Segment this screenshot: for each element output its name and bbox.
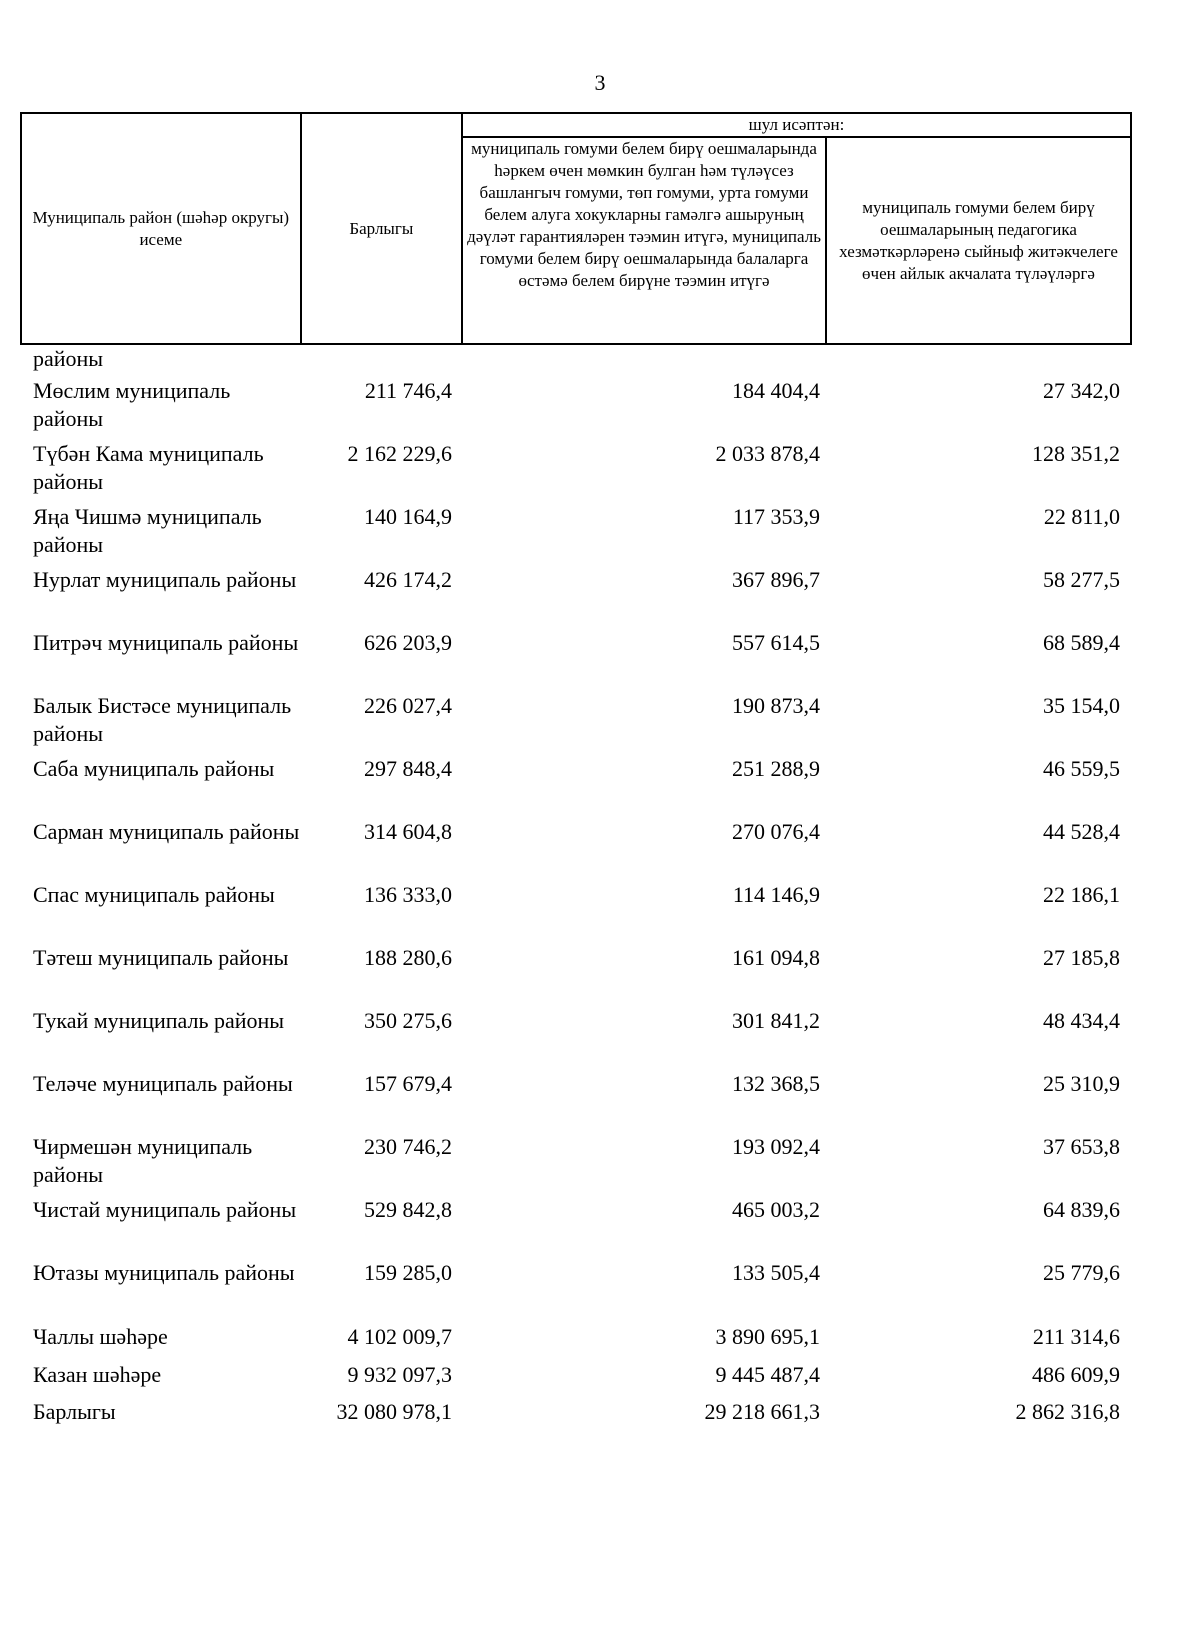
header-group: шул исәптән: <box>462 113 1131 137</box>
table-row <box>0 755 1200 818</box>
page-number: 3 <box>594 70 606 95</box>
header-sub-column-1: муниципаль гомуми белем бирү оешмаларында һәркем өчен мөмкин булган һәм түләүсез башлангыч гомуми, төп гомуми, урта гомуми белем алуга хокукларны гамәлгә ашыруның дәүләт гарантияләрен тәэмин итүгә, муниципаль гомуми белем бирү оешмаларында балаларга өстәмә белем бирүне тәэмин итүгә <box>462 137 826 344</box>
row-total: 2 162 229,6 <box>347 441 452 466</box>
row-value-2: 486 609,9 <box>1032 1361 1120 1387</box>
table-row <box>0 1007 1200 1070</box>
row-value-1: 301 841,2 <box>732 1008 820 1033</box>
table-row <box>0 629 1200 692</box>
row-name: Нурлат муниципаль районы <box>33 567 297 592</box>
table-row <box>0 440 1200 503</box>
row-name: Балык Бистәсе муниципаль районы <box>33 693 292 746</box>
row-value-1: 114 146,9 <box>732 882 820 907</box>
row-value-2: 25 310,9 <box>1043 1071 1120 1096</box>
row-total: 226 027,4 <box>364 693 452 718</box>
table-row <box>0 377 1200 440</box>
row-name: Яңа Чишмә муниципаль районы <box>33 504 262 557</box>
row-value-1: 9 445 487,4 <box>715 1361 820 1387</box>
row-value-1: 3 890 695,1 <box>715 1324 820 1349</box>
row-total: 136 333,0 <box>364 882 452 907</box>
row-name: Тәтеш муниципаль районы <box>33 945 289 970</box>
row-value-1: 251 288,9 <box>732 756 820 781</box>
row-value-1: 367 896,7 <box>732 567 820 592</box>
table-row <box>0 1398 1200 1436</box>
row-name: Спас муниципаль районы <box>33 882 275 907</box>
row-name: Теләче муниципаль районы <box>33 1071 293 1096</box>
row-value-1: 190 873,4 <box>732 693 820 718</box>
row-name: Чистай муниципаль районы <box>33 1197 297 1222</box>
row-total: 157 679,4 <box>364 1071 452 1096</box>
row-name: Казан шәһәре <box>33 1361 162 1387</box>
table-row <box>0 1259 1200 1322</box>
row-name: Ютазы муниципаль районы <box>33 1260 295 1285</box>
row-total: 4 102 009,7 <box>347 1324 452 1349</box>
row-value-2: 46 559,5 <box>1043 756 1120 781</box>
row-value-2: 2 862 316,8 <box>1015 1399 1120 1424</box>
row-value-1: 465 003,2 <box>732 1197 820 1222</box>
row-value-2: 22 811,0 <box>1043 504 1120 529</box>
table-row <box>0 1070 1200 1133</box>
row-total: 297 848,4 <box>364 756 452 781</box>
table-row <box>0 503 1200 566</box>
row-value-2: 211 314,6 <box>1032 1324 1120 1349</box>
row-total: 32 080 978,1 <box>336 1399 452 1424</box>
table-row <box>0 1196 1200 1259</box>
row-value-2: 27 185,8 <box>1043 945 1120 970</box>
header-name-column: Муниципаль район (шәһәр округы) исеме <box>21 113 301 344</box>
row-value-1: 557 614,5 <box>732 630 820 655</box>
row-name: Питрәч муниципаль районы <box>33 630 299 655</box>
row-value-1: 133 505,4 <box>732 1260 820 1285</box>
row-total: 626 203,9 <box>364 630 452 655</box>
row-value-2: 58 277,5 <box>1043 567 1120 592</box>
row-value-2: 25 779,6 <box>1043 1260 1120 1285</box>
row-name: Чаллы шәһәре <box>33 1324 168 1349</box>
row-name: Сарман муниципаль районы <box>33 819 300 844</box>
table-row <box>0 566 1200 629</box>
row-value-2: 44 528,4 <box>1043 819 1120 844</box>
table-row <box>0 944 1200 1007</box>
row-total: 211 746,4 <box>364 378 452 403</box>
row-total: 314 604,8 <box>364 819 452 844</box>
table-summary <box>0 1323 1200 1436</box>
row-total: 350 275,6 <box>364 1008 452 1033</box>
row-value-1: 270 076,4 <box>732 819 820 844</box>
row-value-2: 27 342,0 <box>1043 378 1120 403</box>
continuation-text: районы <box>33 346 104 371</box>
row-total: 9 932 097,3 <box>347 1361 452 1387</box>
table-row <box>0 881 1200 944</box>
table-header <box>20 112 1132 345</box>
row-name: Барлыгы <box>33 1399 116 1424</box>
row-value-1: 132 368,5 <box>732 1071 820 1096</box>
row-value-2: 128 351,2 <box>1032 441 1120 466</box>
row-total: 230 746,2 <box>364 1134 452 1159</box>
row-name: Мөслим муниципаль районы <box>33 378 231 431</box>
row-total: 140 164,9 <box>364 504 452 529</box>
row-total: 529 842,8 <box>364 1197 452 1222</box>
row-name: Чирмешән муниципаль районы <box>33 1134 253 1187</box>
row-value-1: 161 094,8 <box>732 945 820 970</box>
row-value-2: 48 434,4 <box>1043 1008 1120 1033</box>
row-value-1: 2 033 878,4 <box>715 441 820 466</box>
row-value-1: 117 353,9 <box>732 504 820 529</box>
row-value-2: 64 839,6 <box>1043 1197 1120 1222</box>
row-value-1: 184 404,4 <box>732 378 820 403</box>
header-total-column: Барлыгы <box>301 113 462 344</box>
header-sub-column-2: муниципаль гомуми белем бирү оешмаларының педагогика хезмәткәрләренә сыйныф житәкчелеге өчен айлык акчалата түләүләргә <box>826 137 1131 344</box>
table-row <box>0 1133 1200 1196</box>
row-value-1: 29 218 661,3 <box>704 1399 820 1424</box>
row-value-2: 35 154,0 <box>1043 693 1120 718</box>
table-body <box>0 377 1200 1322</box>
row-name: Түбән Кама муниципаль районы <box>33 441 264 494</box>
row-total: 159 285,0 <box>364 1260 452 1285</box>
row-name: Тукай муниципаль районы <box>33 1008 285 1033</box>
row-name: Саба муниципаль районы <box>33 756 275 781</box>
row-value-2: 37 653,8 <box>1043 1134 1120 1159</box>
row-value-2: 68 589,4 <box>1043 630 1120 655</box>
row-value-2: 22 186,1 <box>1043 882 1120 907</box>
row-total: 188 280,6 <box>364 945 452 970</box>
table-row <box>0 818 1200 881</box>
table-row <box>0 1323 1200 1361</box>
row-total: 426 174,2 <box>364 567 452 592</box>
table-row <box>0 692 1200 755</box>
table-row <box>0 1361 1200 1399</box>
row-value-1: 193 092,4 <box>732 1134 820 1159</box>
